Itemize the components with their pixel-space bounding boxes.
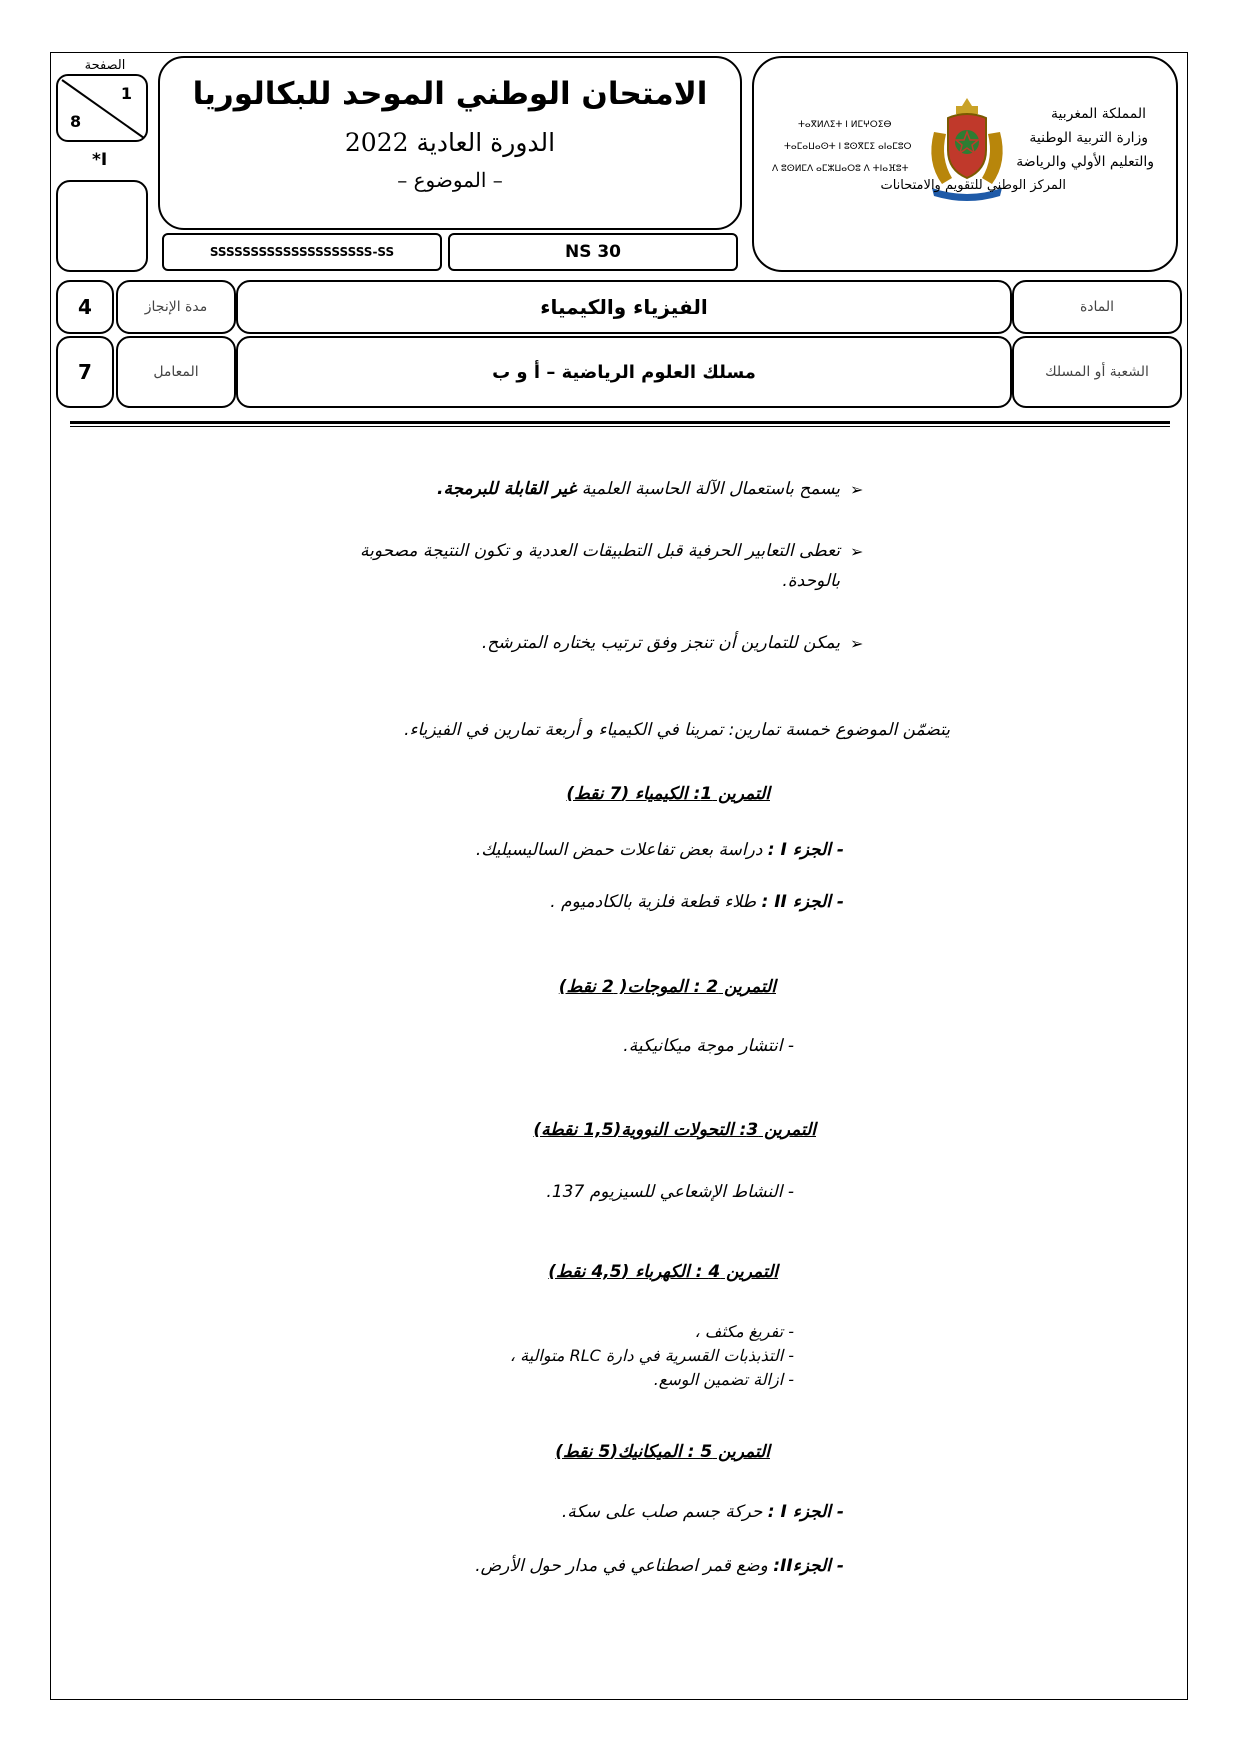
ex1-part2-text: طلاء قطعة فلزية بالكادميوم .: [550, 892, 762, 912]
page-number-box: [56, 74, 148, 142]
ex4-part3: - ازالة تضمين الوسع.: [653, 1370, 794, 1389]
ministry-ar-3: والتعليم الأولي والرياضة: [1016, 154, 1154, 170]
ex5-part1: [562, 1502, 844, 1522]
ex5-part2-text: وضع قمر اصطناعي في مدار حول الأرض.: [475, 1556, 774, 1576]
page-number: 1: [120, 84, 132, 103]
instruction-2-line1: تعطى التعابير الحرفية قبل التطبيقات العددية و تكون النتيجة مصحوبة: [360, 541, 840, 561]
exam-subject-label: – الموضوع –: [397, 168, 503, 192]
subject-field-label-box: [1012, 280, 1182, 334]
ministry-tifinagh-2: ⵜⴰⵎⴰⵡⴰⵙⵜ ⵏ ⵓⵙⴳⵎⵉ ⴰⵏⴰⵎⵓⵔ: [784, 142, 912, 152]
ex5-title: التمرين 5 : الميكانيك(5 نقط): [555, 1442, 770, 1462]
instruction-1-emphasis: غير القابلة للبرمجة.: [437, 479, 577, 499]
instruction-3: يمكن للتمارين أن تنجز وفق ترتيب يختاره المترشح.: [481, 633, 840, 653]
instruction-2-line2: بالوحدة.: [782, 571, 840, 591]
ex1-part2-label: - الجزء II :: [761, 892, 844, 912]
ministry-tifinagh-1: ⵜⴰⴳⵍⴷⵉⵜ ⵏ ⵍⵎⵖⵔⵉⴱ: [798, 120, 892, 130]
ministry-tifinagh-3: ⴷ ⵓⵙⵍⵎⴷ ⴰⵎⵣⵡⴰⵔⵓ ⴷ ⵜⵏⴰⴼⵓⵜ: [772, 164, 909, 174]
ex5-part2: [475, 1556, 844, 1576]
ex5-part1-text: حركة جسم صلب على سكة.: [561, 1502, 768, 1522]
ex2-title: التمرين 2 : الموجات( 2 نقط): [558, 977, 776, 997]
duration-label-box: [116, 280, 236, 334]
variant-mark: *I: [92, 150, 108, 170]
coef-value-box: [56, 336, 114, 408]
ex5-part1-label: - الجزء I :: [767, 1502, 844, 1522]
duration-label: مدة الإنجاز: [144, 299, 208, 315]
ex1-title: التمرين 1: الكيمياء (7 نقط): [566, 784, 770, 804]
exam-title: الامتحان الوطني الموحد للبكالوريا: [192, 76, 708, 112]
stream-label-box: [1012, 336, 1182, 408]
arrow-bullet-icon: ➢: [850, 542, 864, 561]
ex3-title: التمرين 3: التحولات النووية(1,5 نقطة): [533, 1120, 816, 1140]
summary: يتضمّن الموضوع خمسة تمارين: تمرينا في الكيمياء و أربعة تمارين في الفيزياء.: [404, 720, 950, 740]
ex4-part2: - التذبذبات القسرية في دارة RLC متوالية ،: [509, 1346, 794, 1365]
ex1-part1: [476, 840, 844, 860]
header-rule: [70, 421, 1170, 424]
coef-label-box: [116, 336, 236, 408]
page-total: 8: [70, 112, 82, 131]
coef-label: المعامل: [153, 364, 199, 380]
subject-name: الفيزياء والكيمياء: [540, 295, 708, 319]
code-right-box: [448, 233, 738, 271]
ministry-ar-1: المملكة المغربية: [1050, 106, 1146, 122]
header-rule-thin: [70, 426, 1170, 427]
code-right: NS 30: [564, 242, 622, 262]
stream-name-box: [236, 336, 1012, 408]
ministry-ar-2: وزارة التربية الوطنية: [1029, 130, 1148, 146]
exam-session: الدورة العادية 2022: [344, 128, 556, 157]
ex3-part1: - النشاط الإشعاعي للسيزيوم 137.: [546, 1182, 794, 1202]
arrow-bullet-icon: ➢: [850, 480, 864, 499]
subject-name-box: [236, 280, 1012, 334]
duration-value-box: [56, 280, 114, 334]
ex4-part1: - تفريغ مكثف ،: [694, 1322, 794, 1341]
ex2-part1: - انتشار موجة ميكانيكية.: [623, 1036, 794, 1056]
stream-name: مسلك العلوم الرياضية – أ و ب: [492, 361, 756, 383]
code-left-box: [162, 233, 442, 271]
stream-label: الشعبة أو المسلك: [1045, 364, 1149, 380]
ex4-title: التمرين 4 : الكهرباء (4,5 نقط): [548, 1262, 778, 1282]
instruction-1-text: يسمح باستعمال الآلة الحاسبة العلمية: [576, 479, 840, 499]
ministry-ar-4: المركز الوطني للتقويم والامتحانات: [880, 178, 1066, 193]
blank-box: [56, 180, 148, 272]
duration-value: 4: [78, 295, 92, 319]
coef-value: 7: [78, 360, 92, 384]
instruction-1: [437, 479, 840, 499]
ex1-part2: [550, 892, 844, 912]
ex1-part1-text: دراسة بعض تفاعلات حمض الساليسيليك.: [475, 840, 768, 860]
ex1-part1-label: - الجزء I :: [767, 840, 844, 860]
page-label: الصفحة: [84, 58, 126, 73]
ex5-part2-label: - الجزءII:: [773, 1556, 844, 1576]
arrow-bullet-icon: ➢: [850, 634, 864, 653]
exam-title-box: [158, 56, 742, 230]
code-left: SSSSSSSSSSSSSSSSSSSS-SS: [209, 245, 395, 259]
subject-field-label: المادة: [1079, 299, 1115, 315]
ministry-box: [752, 56, 1178, 272]
